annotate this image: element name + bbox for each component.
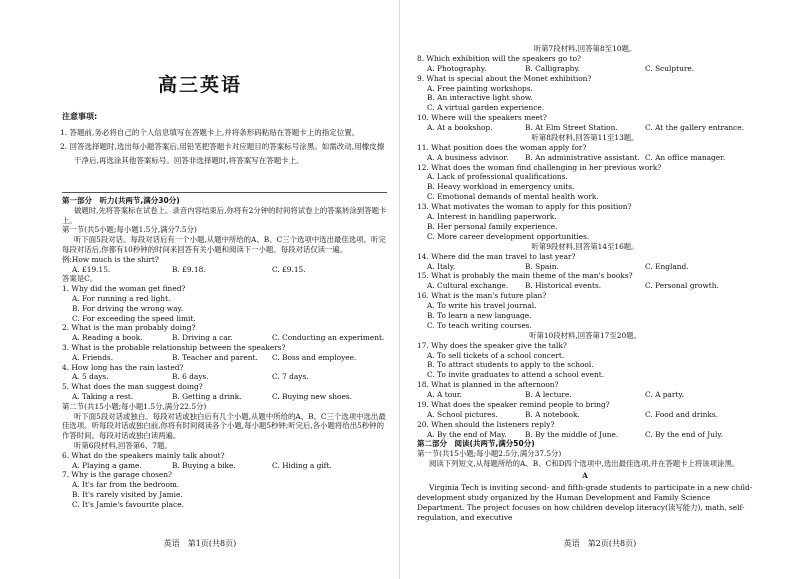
- option-b: B. Spain.: [525, 261, 559, 271]
- material-9-note: 听第9段材料,回答第14至16题。: [531, 241, 639, 251]
- listening-part-2: [417, 44, 753, 523]
- option-a: A. Italy.: [427, 261, 456, 271]
- question-6: 6. What do the speakers mainly talk about?: [62, 450, 225, 460]
- option-a: A. Interest in handling paperwork.: [427, 212, 557, 222]
- part1-title: 第一部分 听力(共两节,满分30分): [62, 196, 180, 205]
- question-14: 14. Where did the man travel to last year?: [417, 251, 576, 261]
- section2-title: 第二节(共15小题;每小题1.5分,满分22.5分): [62, 401, 207, 411]
- option-b: B. A lecture.: [525, 390, 572, 400]
- question-1: 1. Why did the woman get fined?: [62, 284, 186, 294]
- option-b: B. An interactive light show.: [427, 93, 533, 103]
- question-15-options: [417, 281, 753, 291]
- option-b: B. Calligraphy.: [525, 63, 580, 73]
- option-c: C. By the end of July.: [645, 429, 723, 439]
- material-10-note: 听第10段材料,回答第17至20题。: [529, 330, 641, 340]
- part2-title: 第二部分 阅读(共两节,满分50分): [417, 439, 535, 449]
- option-b: B. To attract students to apply to the school.: [427, 360, 594, 370]
- material-6-note: 听第6段材料,回答第6、7题。: [74, 440, 172, 450]
- option-a: A. School pictures.: [427, 409, 498, 419]
- question-4-options: [62, 372, 387, 382]
- option-a: A. Taking a rest.: [72, 391, 134, 401]
- option-c: C. An office manager.: [645, 152, 726, 162]
- option-b: B. An administrative assistant.: [525, 152, 640, 162]
- question-8: 8. Which exhibition will the speakers go to?: [417, 53, 581, 63]
- option-c: C. A virtual garden experience.: [427, 103, 545, 113]
- option-c: C. Sculpture.: [645, 63, 695, 73]
- notice-item-2: 2. 回答选择题时,选出每小题答案后,用铅笔把答题卡对应题目的答案标号涂黑。如需改动,用橡皮擦干净后,再选涂其他答案标号。回答非选择题时,将答案写在答题卡上。: [60, 142, 385, 165]
- question-9: 9. What is special about the Monet exhibition?: [417, 73, 592, 83]
- option-b: B. £9.18.: [172, 264, 206, 274]
- question-3: 3. What is the probable relationship between the speakers?: [62, 342, 286, 352]
- option-a: A. Photography.: [427, 63, 487, 73]
- passage-text: Virginia Tech is inviting second- and fifth-grade students to participate in a new child-development study organized by the Human Development and Family Science Department. The project focuses on how children develop literacy(读写能力), math, self-regulation, and executive: [417, 483, 753, 522]
- option-c: C. Hiding a gift.: [272, 460, 332, 470]
- option-b: B. Teacher and parent.: [172, 352, 258, 362]
- question-19-options: [417, 410, 753, 420]
- question-17: 17. Why does the speaker give the talk?: [417, 340, 567, 350]
- part2-section1-title: 第一节(共15小题;每小题2.5分,满分37.5分): [417, 449, 562, 459]
- question-4: 4. How long has the rain lasted?: [62, 362, 184, 372]
- option-b: B. Driving a car.: [172, 333, 233, 343]
- option-a: A. £19.15.: [72, 264, 111, 274]
- notice-box: [62, 110, 387, 168]
- option-a: A. Free painting workshops.: [427, 83, 533, 93]
- option-c: C. Personal growth.: [645, 281, 719, 291]
- option-b: B. Her personal family experience.: [427, 221, 558, 231]
- option-b: B. At Elm Street Station.: [525, 123, 618, 133]
- exam-title: 高三英语: [157, 74, 242, 96]
- passage-label: A: [582, 471, 588, 481]
- question-5-options: [62, 392, 387, 402]
- question-12: 12. What does the woman find challenging in her previous work?: [417, 162, 662, 172]
- page-2: [400, 0, 800, 579]
- option-a: A. It's far from the bedroom.: [72, 480, 180, 490]
- question-19: 19. What does the speaker remind people to bring?: [417, 399, 610, 409]
- part1-intro: 做题时,先将答案标在试卷上。录音内容结束后,你将有2分钟的时间将试卷上的答案转涂到答题卡上。: [62, 205, 387, 225]
- question-14-options: [417, 262, 753, 272]
- question-13: 13. What motivates the woman to apply for this position?: [417, 202, 632, 212]
- option-c: C. Conducting an experiment.: [272, 333, 385, 343]
- option-a: A. Cultural exchange.: [427, 281, 509, 291]
- notice-item-1: 1. 答题前,务必将自己的个人信息填写在答题卡上,并将条形码粘贴在答题卡上的指定位置。: [60, 128, 360, 137]
- question-11-options: [417, 153, 753, 163]
- option-b: B. Heavy workload in emergency units.: [427, 182, 575, 192]
- option-c: C. £9.15.: [272, 264, 306, 274]
- option-a: A. Friends.: [72, 352, 114, 362]
- option-b: B. Getting a drink.: [172, 391, 242, 401]
- notice-heading: 注意事项:: [62, 112, 98, 121]
- option-c: C. Buying new shoes.: [272, 391, 352, 401]
- option-b: B. Historical events.: [525, 281, 602, 291]
- material-7-note: 听第7段材料,回答第8至10题。: [533, 44, 637, 53]
- question-18-options: [417, 390, 753, 400]
- question-5: 5. What does the man suggest doing?: [62, 382, 203, 392]
- question-8-options: [417, 64, 753, 74]
- option-a: A. For running a red light.: [72, 293, 171, 303]
- option-c: C. A party.: [645, 390, 684, 400]
- question-6-options: [62, 461, 387, 471]
- option-b: B. It's rarely visited by Jamie.: [72, 489, 183, 499]
- option-a: A. Reading a book.: [72, 333, 143, 343]
- option-c: C. England.: [645, 261, 689, 271]
- question-15: 15. What is probably the main theme of the man's books?: [417, 271, 633, 281]
- option-c: C. Boss and employee.: [272, 352, 357, 362]
- divider-line: [62, 192, 387, 193]
- question-2-options: [62, 333, 387, 343]
- option-c: C. For exceeding the speed limit.: [72, 313, 196, 323]
- option-b: B. 6 days.: [172, 372, 209, 382]
- question-10: 10. Where will the speakers meet?: [417, 113, 547, 123]
- page-footer: 英语 第1页(共8页): [163, 539, 237, 548]
- example-answer: 答案是C。: [62, 274, 98, 284]
- example-options: [62, 265, 387, 275]
- question-16: 16. What is the man's future plan?: [417, 291, 547, 301]
- option-a: A. Lack of professional qualifications.: [427, 172, 568, 182]
- page-footer: 英语 第2页(共8页): [563, 539, 637, 548]
- question-20: 20. When should the listeners reply?: [417, 419, 555, 429]
- option-a: A. 5 days.: [72, 372, 109, 382]
- option-c: C. 7 days.: [272, 372, 309, 382]
- section1-intro: 听下面5段对话。每段对话后有一个小题,从题中所给的A、B、C三个选项中选出最佳选项。听完每段对话后,你都有10秒钟的时间来回答有关小题和阅读下一小题。每段对话仅读一遍。: [62, 235, 386, 254]
- question-11: 11. What position does the woman apply for?: [417, 142, 587, 152]
- option-c: C. Emotional demands of mental health work.: [427, 192, 599, 202]
- section2-intro: 听下面5段对话或独白。每段对话或独白后有几个小题,从题中所给的A、B、C三个选项中选出最佳选项。听每段对话或独白前,你将有时间阅读各个小题,每小题5秒钟;听完后,各小题将给出5秒钟的作答时间。每段对话或独白读两遍。: [62, 411, 386, 441]
- question-10-options: [417, 123, 753, 133]
- material-8-note: 听第8段材料,回答第11至13题。: [531, 132, 639, 142]
- option-c: C. To invite graduates to attend a school event.: [427, 370, 605, 380]
- option-a: A. By the end of May.: [427, 429, 507, 439]
- option-c: C. More career development opportunities.: [427, 231, 590, 241]
- option-a: A. A business advisor.: [427, 152, 509, 162]
- option-b: B. Buying a bike.: [172, 460, 236, 470]
- question-2: 2. What is the man probably doing?: [62, 323, 196, 333]
- example-question: 例:How much is the shirt?: [62, 254, 159, 264]
- option-c: C. To teach writing courses.: [427, 320, 532, 330]
- option-b: B. A notebook.: [525, 409, 580, 419]
- part2-section1-intro: 阅读下列短文,从每题所给的A、B、C和D四个选项中,选出最佳选项,并在答题卡上将该项涂黑。: [429, 459, 740, 469]
- option-a: A. To write his travel journal.: [427, 301, 537, 311]
- option-a: A. A tour.: [427, 390, 462, 400]
- option-b: B. By the middle of June.: [525, 429, 619, 439]
- question-7: 7. Why is the garage chosen?: [62, 470, 173, 480]
- option-c: C. At the gallery entrance.: [645, 123, 745, 133]
- question-3-options: [62, 353, 387, 363]
- question-18: 18. What is planned in the afternoon?: [417, 380, 559, 390]
- question-20-options: [417, 430, 753, 440]
- option-a: A. To sell tickets of a school concert.: [427, 350, 565, 360]
- option-a: A. At a bookshop.: [427, 123, 493, 133]
- option-b: B. To learn a new language.: [427, 310, 532, 320]
- option-a: A. Playing a game.: [72, 460, 142, 470]
- option-c: C. It's Jamie's favourite place.: [72, 499, 184, 509]
- listening-part-1: [62, 196, 387, 510]
- section1-title: 第一节(共5小题;每小题1.5分,满分7.5分): [62, 225, 197, 235]
- option-c: C. Food and drinks.: [645, 409, 719, 419]
- option-b: B. For driving the wrong way.: [72, 303, 184, 313]
